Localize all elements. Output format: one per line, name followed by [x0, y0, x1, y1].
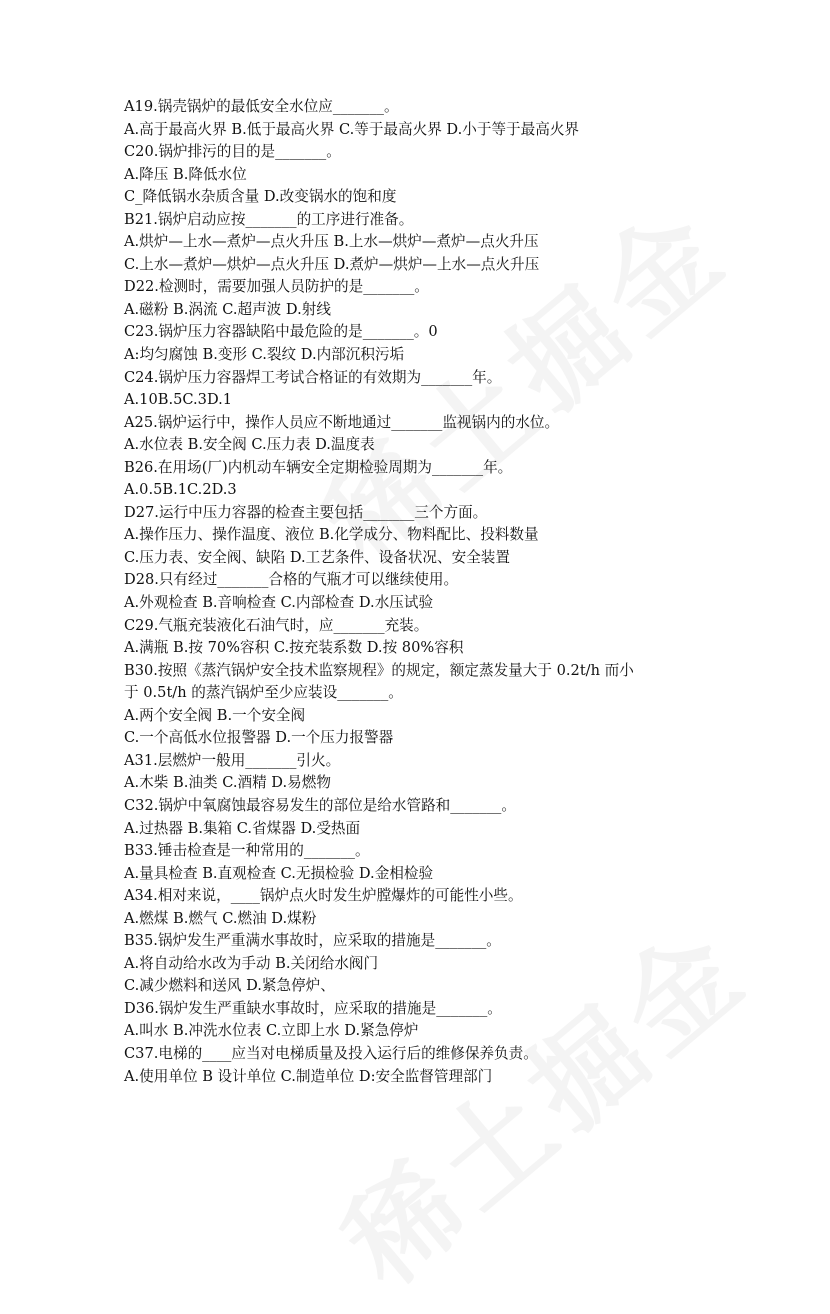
- options-b30-cd: C.一个高低水位报警器 D.一个压力报警器: [124, 729, 394, 747]
- question-b33: B33.锤击检查是一种常用的_______。: [124, 842, 370, 860]
- options-b33: A.量具检查 B.直观检查 C.无损检验 D.金相检验: [124, 864, 434, 882]
- question-a19: A19.锅壳锅炉的最低安全水位应_______。: [124, 98, 399, 115]
- options-c20-cd: C_降低锅水杂质含量 D.改变锅水的饱和度: [124, 188, 397, 206]
- options-c29: A.满瓶 B.按 70%容积 C.按充装系数 D.按 80%容积: [124, 639, 464, 657]
- question-a25: A25.锅炉运行中，操作人员应不断地通过_______监视锅内的水位。: [124, 413, 560, 431]
- options-d28: A.外观检查 B.音响检查 C.内部检查 D.水压试验: [124, 594, 434, 612]
- options-b21-cd: C.上水—煮炉—烘炉—点火升压 D.煮炉—烘炉—上水—点火升压: [124, 255, 540, 273]
- options-b30-ab: A.两个安全阀 B.一个安全阀: [124, 706, 306, 724]
- question-b35: B35.锅炉发生严重满水事故时，应采取的措施是_______。: [124, 932, 501, 950]
- options-c32: A.过热器 B.集箱 C.省煤器 D.受热面: [124, 819, 361, 837]
- question-d22: D22.检测时，需要加强人员防护的是_______。: [124, 278, 429, 296]
- question-c20: C20.锅炉排污的目的是_______。: [124, 143, 341, 161]
- options-d22: A.磁粉 B.涡流 C.超声波 D.射线: [124, 300, 331, 318]
- question-a31: A31.层燃炉一般用_______引火。: [124, 751, 341, 769]
- options-a25: A.水位表 B.安全阀 C.压力表 D.温度表: [124, 436, 375, 454]
- options-c24: A.10B.5C.3D.1: [124, 391, 233, 409]
- question-a34: A34.相对来说，____锅炉点火时发生炉膛爆炸的可能性小些。: [124, 887, 523, 905]
- options-d27-ab: A.操作压力、操作温度、液位 B.化学成分、物料配比、投料数量: [124, 526, 539, 544]
- options-b35-cd: C.减少燃料和送风 D.紧急停炉、: [124, 977, 335, 995]
- question-c37: C37.电梯的____应当对电梯质量及投入运行后的维修保养负责。: [124, 1044, 538, 1062]
- options-b26: A.0.5B.1C.2D.3: [124, 481, 237, 499]
- question-c24: C24.锅炉压力容器焊工考试合格证的有效期为_______年。: [124, 368, 502, 386]
- question-d27: D27.运行中压力容器的检查主要包括_______三个方面。: [124, 503, 488, 521]
- question-c29: C29.气瓶充装液化石油气时，应_______充装。: [124, 616, 429, 634]
- question-d36: D36.锅炉发生严重缺水事故时，应采取的措施是_______。: [124, 999, 502, 1017]
- options-a34: A.燃煤 B.燃气 C.燃油 D.煤粉: [124, 909, 317, 927]
- question-c23: C23.锅炉压力容器缺陷中最危险的是_______。0: [124, 323, 438, 341]
- question-b26: B26.在用场(厂)内机动车辆安全定期检验周期为_______年。: [124, 458, 513, 476]
- options-b21-ab: A.烘炉—上水—煮炉—点火升压 B.上水—烘炉—煮炉—点火升压: [124, 233, 539, 251]
- question-b30-line2: 于 0.5t/h 的蒸汽锅炉至少应装设_______。: [124, 684, 403, 702]
- options-b35-ab: A.将自动给水改为手动 B.关闭给水阀门: [124, 954, 379, 972]
- options-c20-ab: A.降压 B.降低水位: [124, 165, 247, 183]
- options-c37: A.使用单位 B 设计单位 C.制造单位 D:安全监督管理部门: [124, 1067, 493, 1085]
- question-list: [124, 96, 684, 1088]
- options-d36: A.叫水 B.冲洗水位表 C.立即上水 D.紧急停炉: [124, 1022, 419, 1040]
- question-c32: C32.锅炉中氧腐蚀最容易发生的部位是给水管路和_______。: [124, 796, 516, 814]
- question-b21: B21.锅炉启动应按_______的工序进行准备。: [124, 210, 414, 228]
- options-c23: A:均匀腐蚀 B.变形 C.裂纹 D.内部沉积污垢: [124, 346, 405, 364]
- options-a19: A.高于最高火界 B.低于最高火界 C.等于最高火界 D.小于等于最高火界: [124, 120, 580, 138]
- options-a31: A.木柴 B.油类 C.酒精 D.易燃物: [124, 774, 331, 792]
- options-d27-cd: C.压力表、安全阀、缺陷 D.工艺条件、设备状况、安全装置: [124, 548, 510, 566]
- question-d28: D28.只有经过_______合格的气瓶才可以继续使用。: [124, 571, 459, 589]
- question-b30-line1: B30.按照《蒸汽锅炉安全技术监察规程》的规定，额定蒸发量大于 0.2t/h 而小: [124, 661, 634, 679]
